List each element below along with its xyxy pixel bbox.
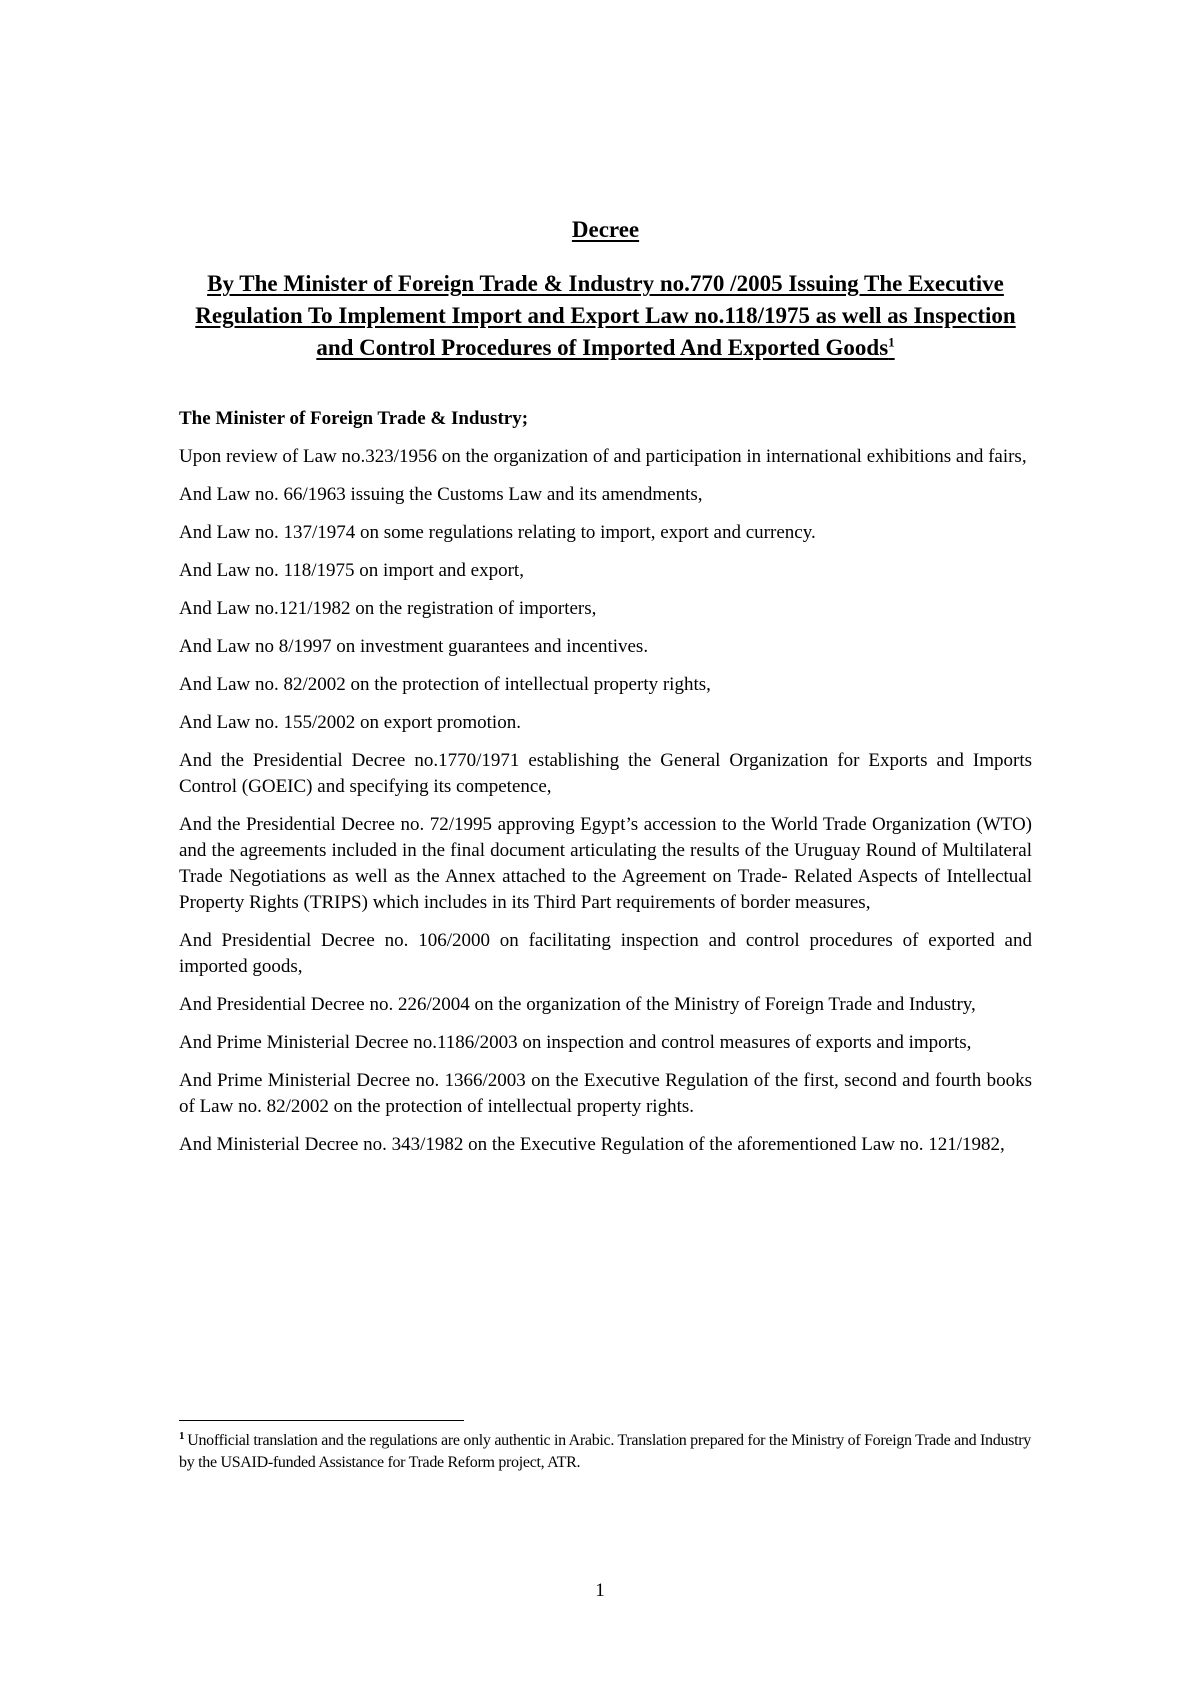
document-subtitle — [179, 268, 1032, 364]
page-number: 1 — [595, 1580, 605, 1601]
preamble-paragraph: And Law no.121/1982 on the registration of importers, — [179, 598, 597, 619]
preamble-paragraph: And Prime Ministerial Decree no. 1366/2003 on the Executive Regulation of the first, second and fourth books of Law no. 82/2002 on the protection of intellectual property rights. — [179, 1070, 1032, 1117]
footnote-reference: 1 — [888, 334, 895, 350]
preamble-paragraph: And Law no 8/1997 on investment guarantees and incentives. — [179, 636, 649, 657]
document-body — [179, 214, 1032, 1170]
document-title: Decree — [571, 217, 640, 242]
preamble-paragraph: And Law no. 66/1963 issuing the Customs Law and its amendments, — [179, 484, 703, 505]
preamble-paragraph: And Law no. 137/1974 on some regulations relating to import, export and currency. — [179, 522, 816, 543]
minister-line: The Minister of Foreign Trade & Industry; — [179, 408, 529, 429]
preamble-paragraph: And Law no. 82/2002 on the protection of intellectual property rights, — [179, 674, 711, 695]
preamble-paragraph: And the Presidential Decree no. 72/1995 approving Egypt’s accession to the World Trade Organization (WTO) and the agreements included in the final document articulating the results of the Uruguay Round of Multilateral Trade Negotiations as well as the Annex attached to the Agreement on Trade- Related Aspects of Intellectual Property Rights (TRIPS) which includes in its Third Part requirements of border measures, — [179, 814, 1032, 913]
footnote-divider — [179, 1420, 464, 1421]
preamble-paragraph: And Presidential Decree no. 106/2000 on facilitating inspection and control procedures of exported and imported goods, — [179, 930, 1032, 977]
footnote — [179, 1430, 1032, 1474]
footnote-text: Unofficial translation and the regulations are only authentic in Arabic. Translation prepared for the Ministry of Foreign Trade and Industry by the USAID-funded Assistance for Trade Reform project, ATR. — [179, 1432, 1031, 1471]
subtitle-text: By The Minister of Foreign Trade & Industry no.770 /2005 Issuing The Executive Regulation To Implement Import and Export Law no.118/1975 as well as Inspection and Control Procedures of Imported And Exported Goods — [195, 271, 1016, 360]
preamble-paragraph: And Ministerial Decree no. 343/1982 on the Executive Regulation of the aforementioned Law no. 121/1982, — [179, 1134, 1005, 1155]
preamble-paragraph: And the Presidential Decree no.1770/1971 establishing the General Organization for Exports and Imports Control (GOEIC) and specifying its competence, — [179, 750, 1032, 797]
preamble-paragraph: And Law no. 155/2002 on export promotion. — [179, 712, 521, 733]
footnote-marker: 1 — [179, 1429, 185, 1442]
preamble-paragraph: And Presidential Decree no. 226/2004 on the organization of the Ministry of Foreign Trade and Industry, — [179, 994, 976, 1015]
preamble-paragraph: Upon review of Law no.323/1956 on the organization of and participation in international exhibitions and fairs, — [179, 446, 1027, 467]
preamble-paragraph: And Prime Ministerial Decree no.1186/2003 on inspection and control measures of exports and imports, — [179, 1032, 972, 1053]
preamble-paragraph: And Law no. 118/1975 on import and export, — [179, 560, 524, 581]
